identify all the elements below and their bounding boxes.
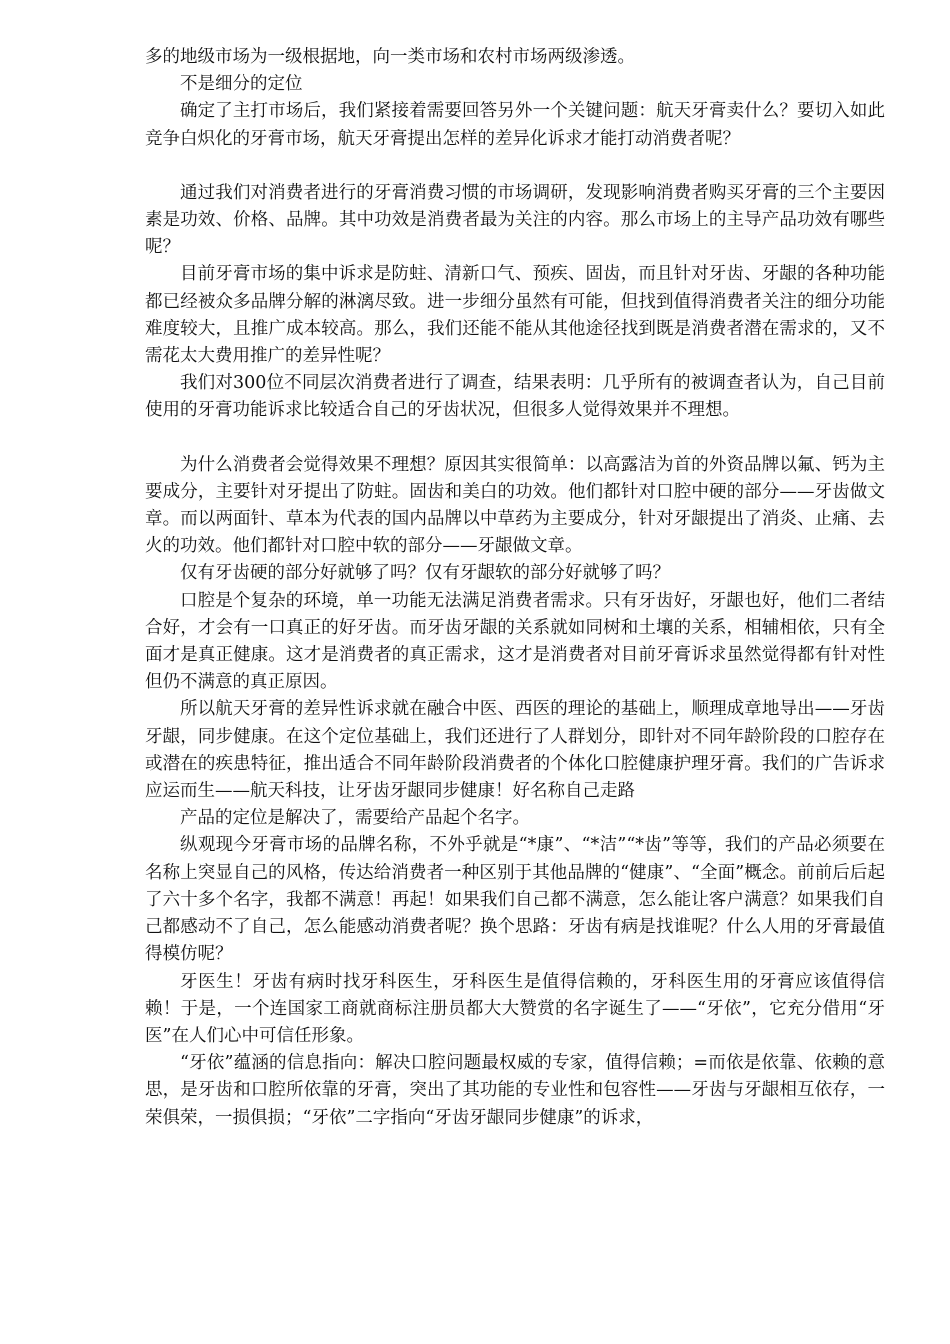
blank-line (145, 425, 885, 452)
section-heading-positioning: 不是细分的定位 (180, 74, 303, 95)
paragraph-8: 仅有牙齿硬的部分好就够了吗？仅有牙龈软的部分好就够了吗？ (180, 563, 670, 584)
paragraph-12: 纵观现今牙膏市场的品牌名称，不外乎就是“*康”、“*洁”“*齿”等等，我们的产品必须要在名称上突显自己的风格，传达给消费者一种区别于其他品牌的“健康”、“全面”概念。前前后后起了六十多个名字，我都不满意！再起！如果我们自己都不满意，怎么能让客户满意？如果我们自己都感动不了自己，怎么能感动消费者呢？换个思路：牙齿有病是找谁呢？什么人用的牙膏最值得模仿呢？ (145, 835, 885, 965)
paragraph-6: 我们对300位不同层次消费者进行了调查，结果表明：几乎所有的被调查者认为，自己目前使用的牙膏功能诉求比较适合自己的牙齿状况，但很多人觉得效果并不理想。 (145, 373, 885, 421)
paragraph-9: 口腔是个复杂的环境，单一功能无法满足消费者需求。只有牙齿好，牙龈也好，他们二者结合好，才会有一口真正的好牙齿。而牙齿牙龈的关系就如同树和土壤的关系，相辅相依，只有全面才是真正健康。这才是消费者的真正需求，这才是消费者对目前牙膏诉求虽然觉得都有针对性但仍不满意的真正原因。 (145, 590, 885, 693)
paragraph-4: 通过我们对消费者进行的牙膏消费习惯的市场调研，发现影响消费者购买牙膏的三个主要因素是功效、价格、品牌。其中功效是消费者最为关注的内容。那么市场上的主导产品功效有哪些呢？ (145, 182, 885, 258)
paragraph-11: 产品的定位是解决了，需要给产品起个名字。 (180, 808, 530, 829)
paragraph-3: 确定了主打市场后，我们紧接着需要回答另外一个关键问题：航天牙膏卖什么？要切入如此竞争白炽化的牙膏市场，航天牙膏提出怎样的差异化诉求才能打动消费者呢？ (145, 101, 885, 149)
paragraph-7: 为什么消费者会觉得效果不理想？原因其实很简单：以高露洁为首的外资品牌以氟、钙为主要成分，主要针对牙提出了防蛀。固齿和美白的功效。他们都针对口腔中硬的部分——牙齿做文章。而以两面针、草本为代表的国内品牌以中草药为主要成分，针对牙龈提出了消炎、止痛、去火的功效。他们都针对口腔中软的部分——牙龈做文章。 (145, 454, 885, 557)
blank-line (145, 153, 885, 180)
paragraph-10: 所以航天牙膏的差异性诉求就在融合中医、西医的理论的基础上，顺理成章地导出——牙齿牙龈，同步健康。在这个定位基础上，我们还进行了人群划分，即针对不同年龄阶段的口腔存在或潜在的疾患特征，推出适合不同年龄阶段消费者的个体化口腔健康护理牙膏。我们的广告诉求应运而生——航天科技，让牙齿牙龈同步健康！好名称自己走路 (145, 699, 885, 802)
document-body (145, 44, 885, 1132)
paragraph-5: 目前牙膏市场的集中诉求是防蛀、清新口气、预疾、固齿，而且针对牙齿、牙龈的各种功能都已经被众多品牌分解的淋漓尽致。进一步细分虽然有可能，但找到值得消费者关注的细分功能难度较大，且推广成本较高。那么，我们还能不能从其他途径找到既是消费者潜在需求的，又不需花太大费用推广的差异性呢？ (145, 264, 885, 367)
paragraph-13: 牙医生！牙齿有病时找牙科医生，牙科医生是值得信赖的，牙科医生用的牙膏应该值得信赖！于是，一个连国家工商就商标注册员都大大赞赏的名字诞生了——“牙依”，它充分借用“牙医”在人们心中可信任形象。 (145, 971, 885, 1046)
paragraph-1: 多的地级市场为一级根据地，向一类市场和农村市场两级渗透。 (145, 47, 635, 67)
paragraph-14: “牙依”蕴涵的信息指向：解决口腔问题最权威的专家，值得信赖；=而依是依靠、依赖的意思，是牙齿和口腔所依靠的牙膏，突出了其功能的专业性和包容性——牙齿与牙龈相互依存，一荣俱荣，一损俱损；“牙依”二字指向“牙齿牙龈同步健康”的诉求， (145, 1053, 885, 1128)
